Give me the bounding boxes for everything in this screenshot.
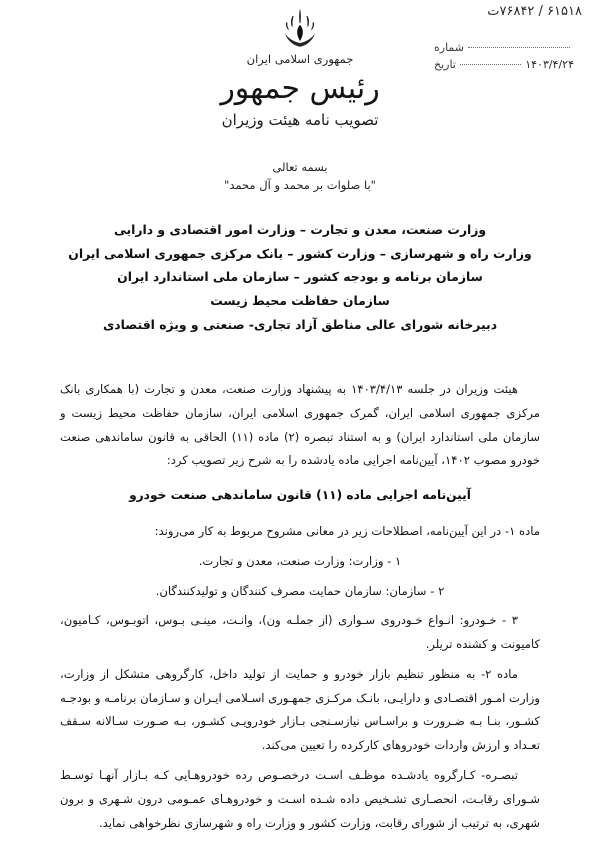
addressee-item: دبیرخانه شورای عالی مناطق آزاد تجاری- صنعتی و ویژه اقتصادی	[102, 316, 498, 332]
preamble-paragraph: هیئت وزیران در جلسه ۱۴۰۳/۴/۱۳ به پیشنهاد وزارت صنعت، معدن و تجارت (با همکاری بانک مرکزی جمهوری اسلامی ایران، گمرک جمهوری اسلامی ایران، سازمان حفاظت محیط زیست و سازمان ملی استاندارد ایران) و به استناد تبصره (۲) ماده (۱۱) الحاقی به قانون ساماندهی صنعت خودرو مصوب ۱۴۰۲، آیین‌نامه اجرایی ماده یادشده را به شرح زیر تصویب کرد:	[60, 382, 540, 468]
addressee-item: وزارت صنعت، معدن و تجارت – وزارت امور اقتصادی و دارایی	[113, 222, 487, 237]
addressee-list	[0, 222, 600, 341]
article-1-clause-1: ۱ - وزارت: وزارت صنعت، معدن و تجارت.	[198, 553, 402, 568]
article-2-note: تبصـره- کـارگروه یادشـده موظـف اسـت درخصـوص رده خودروهـایی کـه بـازار آنهـا توسـط شـورای رقابـت، انحصـاری تشـخیص داده شـده اسـت و خودروهـای عمـومی درون شـهری و برون شهری، به ترتیب از شورای رقابت، وزارت کشور و وزارت راه و شهرسازی نظرخواهی نماید.	[60, 767, 540, 830]
besmellah-line: بسمه تعالی	[272, 160, 328, 174]
stamp-number-dotted-line	[468, 47, 570, 48]
country-line: جمهوری اسلامی ایران	[246, 52, 354, 66]
article-1-clause-2: ۲ - سازمان: سازمان حمایت مصرف کنندگان و تولیدکنندگان.	[155, 583, 445, 598]
article-1: ماده ۱- در این آیین‌نامه، اصطلاحات زیر در معانی مشروح مربوط به کار می‌روند:	[154, 524, 540, 539]
article-2: ماده ۲- به منظور تنظیم بازار خودرو و حمایت از تولید داخل، کارگروهی متشکل از وزارت، وزارت امـور اقتصـادی و دارایـی، بانـک مرکـزی جمهـوری اسـلامی ایـران و سـازمان برنامـه و بودجـه کشـور، بنـا بـه ضـرورت و براسـاس نیازسـنجی بـازار خودرویـی کشـور، بـه صـورت سـالانه سـقف تعـداد و ارزش واردات خودروهای کارکرده را تعیین می‌کند.	[60, 666, 540, 753]
document-body	[60, 378, 540, 841]
reference-number: ۶۱۵۱۸ / ۷۶۸۴۲ت	[487, 4, 582, 19]
stamp-date-value: ۱۴۰۳/۴/۲۴	[525, 57, 574, 71]
addressee-item: سازمان برنامه و بودجه کشور – سازمان ملی استاندارد ایران	[117, 269, 483, 285]
article-1-clause-3: ۳ - خـودرو: انـواع خـودروی سـواری (از جملـه ون)، وانـت، مینـی بـوس، اتوبـوس، کـامیون، کامیونت و کشنده تریلر.	[60, 613, 540, 652]
president-title: رئیس جمهور	[220, 71, 380, 106]
stamp-date-label: تاریخ	[434, 57, 456, 71]
regulation-title: آیین‌نامه اجرایی ماده (۱۱) قانون ساماندهی صنعت خودرو	[129, 488, 471, 503]
iran-emblem-icon	[280, 6, 320, 50]
addressee-item: سازمان حفاظت محیط زیست	[210, 293, 390, 309]
stamp-number-label: شماره	[434, 41, 465, 54]
addressee-item: وزارت راه و شهرسازی – وزارت کشور – بانک مرکزی جمهوری اسلامی ایران	[68, 245, 532, 261]
cabinet-approval-line: تصویب نامه هیئت وزیران	[221, 110, 379, 129]
salavat-line: "با صلوات بر محمد و آل محمد"	[224, 178, 376, 192]
document-header	[0, 52, 600, 129]
